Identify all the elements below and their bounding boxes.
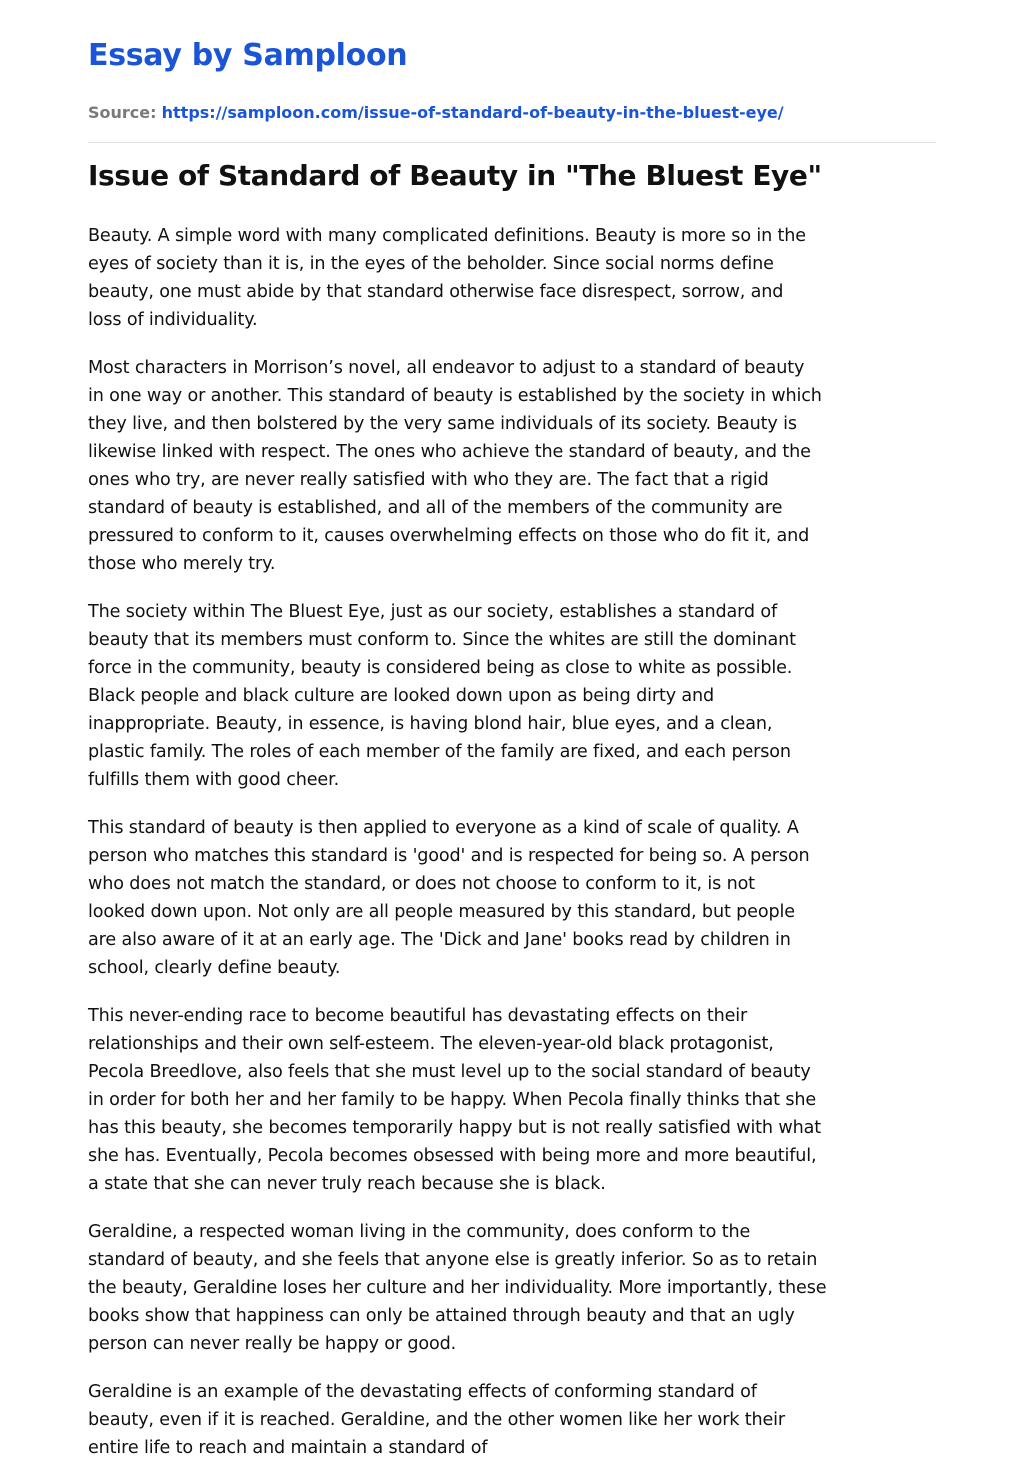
paragraph-line: beauty that its members must conform to. Since the whites are still the dominant	[88, 630, 796, 650]
paragraph-line: has this beauty, she becomes temporarily happy but is not really satisfied with what	[88, 1118, 821, 1138]
paragraph-line: This never-ending race to become beautiful has devastating effects on their	[88, 1006, 748, 1026]
paragraph-line: Pecola Breedlove, also feels that she must level up to the social standard of beauty	[88, 1062, 811, 1082]
paragraph-line: books show that happiness can only be attained through beauty and that an ugly	[88, 1306, 795, 1326]
paragraph-line: likewise linked with respect. The ones who achieve the standard of beauty, and the	[88, 442, 811, 462]
header-divider	[88, 142, 936, 143]
essay-body	[88, 222, 940, 1482]
paragraph-line: fulfills them with good cheer.	[88, 770, 340, 790]
paragraph-line: loss of individuality.	[88, 310, 258, 330]
paragraph-line: force in the community, beauty is considered being as close to white as possible.	[88, 658, 793, 678]
paragraph-line: Most characters in Morrison’s novel, all endeavor to adjust to a standard of beauty	[88, 358, 805, 378]
paragraph-line: those who merely try.	[88, 554, 276, 574]
essay-paragraph	[88, 598, 940, 794]
essay-paragraph	[88, 1218, 940, 1358]
essay-paragraph	[88, 1002, 940, 1198]
paragraph-line: person can never really be happy or good.	[88, 1334, 457, 1354]
paragraph-line: standard of beauty, and she feels that anyone else is greatly inferior. So as to retain	[88, 1250, 818, 1270]
paragraph-line: looked down upon. Not only are all people measured by this standard, but people	[88, 902, 795, 922]
paragraph-line: Geraldine is an example of the devastating effects of conforming standard of	[88, 1382, 757, 1402]
site-brand[interactable]: Essay by Samploon	[88, 38, 408, 73]
paragraph-line: she has. Eventually, Pecola becomes obsessed with being more and more beautiful,	[88, 1146, 817, 1166]
source-label: Source:	[88, 103, 157, 122]
paragraph-line: Geraldine, a respected woman living in the community, does conform to the	[88, 1222, 751, 1242]
source-line	[88, 102, 784, 124]
paragraph-line: person who matches this standard is 'good' and is respected for being so. A person	[88, 846, 810, 866]
essay-title: Issue of Standard of Beauty in "The Bluest Eye"	[88, 159, 822, 192]
essay-paragraph	[88, 814, 940, 982]
paragraph-line: are also aware of it at an early age. The 'Dick and Jane' books read by children in	[88, 930, 791, 950]
paragraph-line: they live, and then bolstered by the very same individuals of its society. Beauty is	[88, 414, 797, 434]
paragraph-line: relationships and their own self-esteem. The eleven-year-old black protagonist,	[88, 1034, 774, 1054]
paragraph-line: entire life to reach and maintain a standard of	[88, 1438, 488, 1458]
essay-paragraph	[88, 1378, 940, 1462]
paragraph-line: in order for both her and her family to be happy. When Pecola finally thinks that she	[88, 1090, 817, 1110]
paragraph-line: pressured to conform to it, causes overwhelming effects on those who do fit it, and	[88, 526, 810, 546]
paragraph-line: beauty, one must abide by that standard otherwise face disrespect, sorrow, and	[88, 282, 784, 302]
paragraph-line: who does not match the standard, or does not choose to conform to it, is not	[88, 874, 755, 894]
paragraph-line: The society within The Bluest Eye, just as our society, establishes a standard of	[88, 602, 778, 622]
essay-paragraph	[88, 354, 940, 578]
paragraph-line: standard of beauty is established, and all of the members of the community are	[88, 498, 783, 518]
paragraph-line: ones who try, are never really satisfied with who they are. The fact that a rigid	[88, 470, 769, 490]
paragraph-line: school, clearly define beauty.	[88, 958, 341, 978]
paragraph-line: This standard of beauty is then applied to everyone as a kind of scale of quality. A	[88, 818, 799, 838]
essay-paragraph	[88, 222, 940, 334]
paragraph-line: the beauty, Geraldine loses her culture and her individuality. More importantly, these	[88, 1278, 827, 1298]
paragraph-line: a state that she can never truly reach because she is black.	[88, 1174, 606, 1194]
paragraph-line: inappropriate. Beauty, in essence, is having blond hair, blue eyes, and a clean,	[88, 714, 773, 734]
source-link[interactable]: https://samploon.com/issue-of-standard-of-beauty-in-the-bluest-eye/	[161, 103, 784, 122]
paragraph-line: eyes of society than it is, in the eyes of the beholder. Since social norms define	[88, 254, 774, 274]
paragraph-line: Beauty. A simple word with many complicated definitions. Beauty is more so in the	[88, 226, 806, 246]
paragraph-line: in one way or another. This standard of beauty is established by the society in which	[88, 386, 822, 406]
paragraph-line: beauty, even if it is reached. Geraldine, and the other women like her work their	[88, 1410, 786, 1430]
paragraph-line: Black people and black culture are looked down upon as being dirty and	[88, 686, 715, 706]
paragraph-line: plastic family. The roles of each member of the family are fixed, and each person	[88, 742, 791, 762]
